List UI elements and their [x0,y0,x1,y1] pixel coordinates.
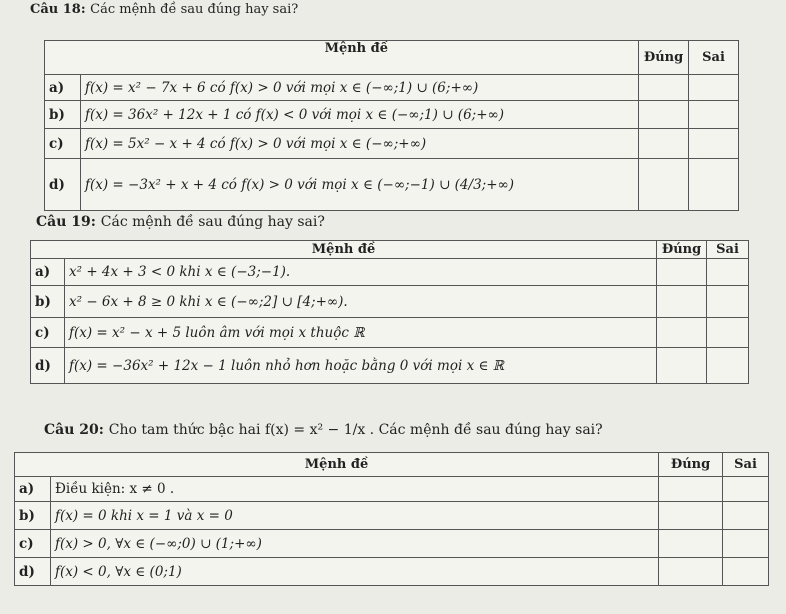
true-cell[interactable] [657,318,707,348]
statement-text: f(x) < 0, ∀x ∈ (0;1) [51,558,659,586]
table-header-row [15,453,769,477]
true-cell[interactable] [639,75,689,101]
statement-text: f(x) = 36x² + 12x + 1 có f(x) < 0 với mọi x ∈ (−∞;1) ∪ (6;+∞) [81,101,639,129]
table-row [31,286,749,318]
table-row [15,558,769,586]
table-row [45,75,739,101]
statement-text: f(x) = −3x² + x + 4 có f(x) > 0 với mọi x ∈ (−∞;−1) ∪ (4/3;+∞) [81,159,639,211]
true-header: Đúng [659,453,723,477]
true-cell[interactable] [659,530,723,558]
statement-text: x² + 4x + 3 < 0 khi x ∈ (−3;−1). [65,259,657,286]
row-label: a) [45,75,81,101]
false-cell[interactable] [689,159,739,211]
false-cell[interactable] [707,348,749,384]
true-cell[interactable] [659,477,723,502]
table-row [15,530,769,558]
false-cell[interactable] [723,477,769,502]
row-label: b) [15,502,51,530]
row-label: b) [45,101,81,129]
false-cell[interactable] [689,75,739,101]
statement-header: Mệnh đề [45,41,639,75]
false-cell[interactable] [707,286,749,318]
false-cell[interactable] [689,101,739,129]
question-number: Câu 19: [36,214,96,230]
false-cell[interactable] [689,129,739,159]
table-row [31,348,749,384]
statement-text: f(x) = 5x² − x + 4 có f(x) > 0 với mọi x ∈ (−∞;+∞) [81,129,639,159]
question-prompt: Các mệnh đề sau đúng hay sai? [100,214,325,230]
question-number: Câu 18: [30,2,86,17]
true-cell[interactable] [639,129,689,159]
row-label: d) [45,159,81,211]
true-cell[interactable] [639,159,689,211]
row-label: a) [15,477,51,502]
table-row [45,159,739,211]
row-label: d) [15,558,51,586]
question-prompt: Các mệnh đề sau đúng hay sai? [90,2,299,17]
question-20-table [14,452,769,586]
false-cell[interactable] [707,318,749,348]
question-18-table [44,40,739,211]
statement-text: Điều kiện: x ≠ 0 . [51,477,659,502]
true-cell[interactable] [659,558,723,586]
false-cell[interactable] [723,502,769,530]
question-18-title [30,2,298,17]
row-label: c) [15,530,51,558]
question-number: Câu 20: [44,422,104,438]
true-cell[interactable] [657,286,707,318]
row-label: c) [45,129,81,159]
false-header: Sai [689,41,739,75]
table-header-row [45,41,739,75]
statement-header: Mệnh đề [31,241,657,259]
table-row [31,318,749,348]
question-19-title [36,214,325,230]
statement-text: f(x) = −36x² + 12x − 1 luôn nhỏ hơn hoặc bằng 0 với mọi x ∈ ℝ [65,348,657,384]
row-label: c) [31,318,65,348]
statement-text: f(x) > 0, ∀x ∈ (−∞;0) ∪ (1;+∞) [51,530,659,558]
table-row [45,101,739,129]
true-cell[interactable] [659,502,723,530]
table-row [45,129,739,159]
question-19-table [30,240,749,384]
true-header: Đúng [657,241,707,259]
statement-text: f(x) = 0 khi x = 1 và x = 0 [51,502,659,530]
table-row [15,502,769,530]
row-label: b) [31,286,65,318]
table-header-row [31,241,749,259]
row-label: a) [31,259,65,286]
false-cell[interactable] [723,558,769,586]
table-row [31,259,749,286]
question-prompt: Cho tam thức bậc hai f(x) = x² − 1/x . Các mệnh đề sau đúng hay sai? [108,422,603,438]
false-header: Sai [723,453,769,477]
statement-header: Mệnh đề [15,453,659,477]
table-row [15,477,769,502]
row-label: d) [31,348,65,384]
false-header: Sai [707,241,749,259]
statement-text: x² − 6x + 8 ≥ 0 khi x ∈ (−∞;2] ∪ [4;+∞). [65,286,657,318]
true-cell[interactable] [639,101,689,129]
false-cell[interactable] [723,530,769,558]
true-cell[interactable] [657,259,707,286]
false-cell[interactable] [707,259,749,286]
true-header: Đúng [639,41,689,75]
statement-text: f(x) = x² − x + 5 luôn âm với mọi x thuộc ℝ [65,318,657,348]
question-20-title [44,422,603,438]
true-cell[interactable] [657,348,707,384]
statement-text: f(x) = x² − 7x + 6 có f(x) > 0 với mọi x ∈ (−∞;1) ∪ (6;+∞) [81,75,639,101]
